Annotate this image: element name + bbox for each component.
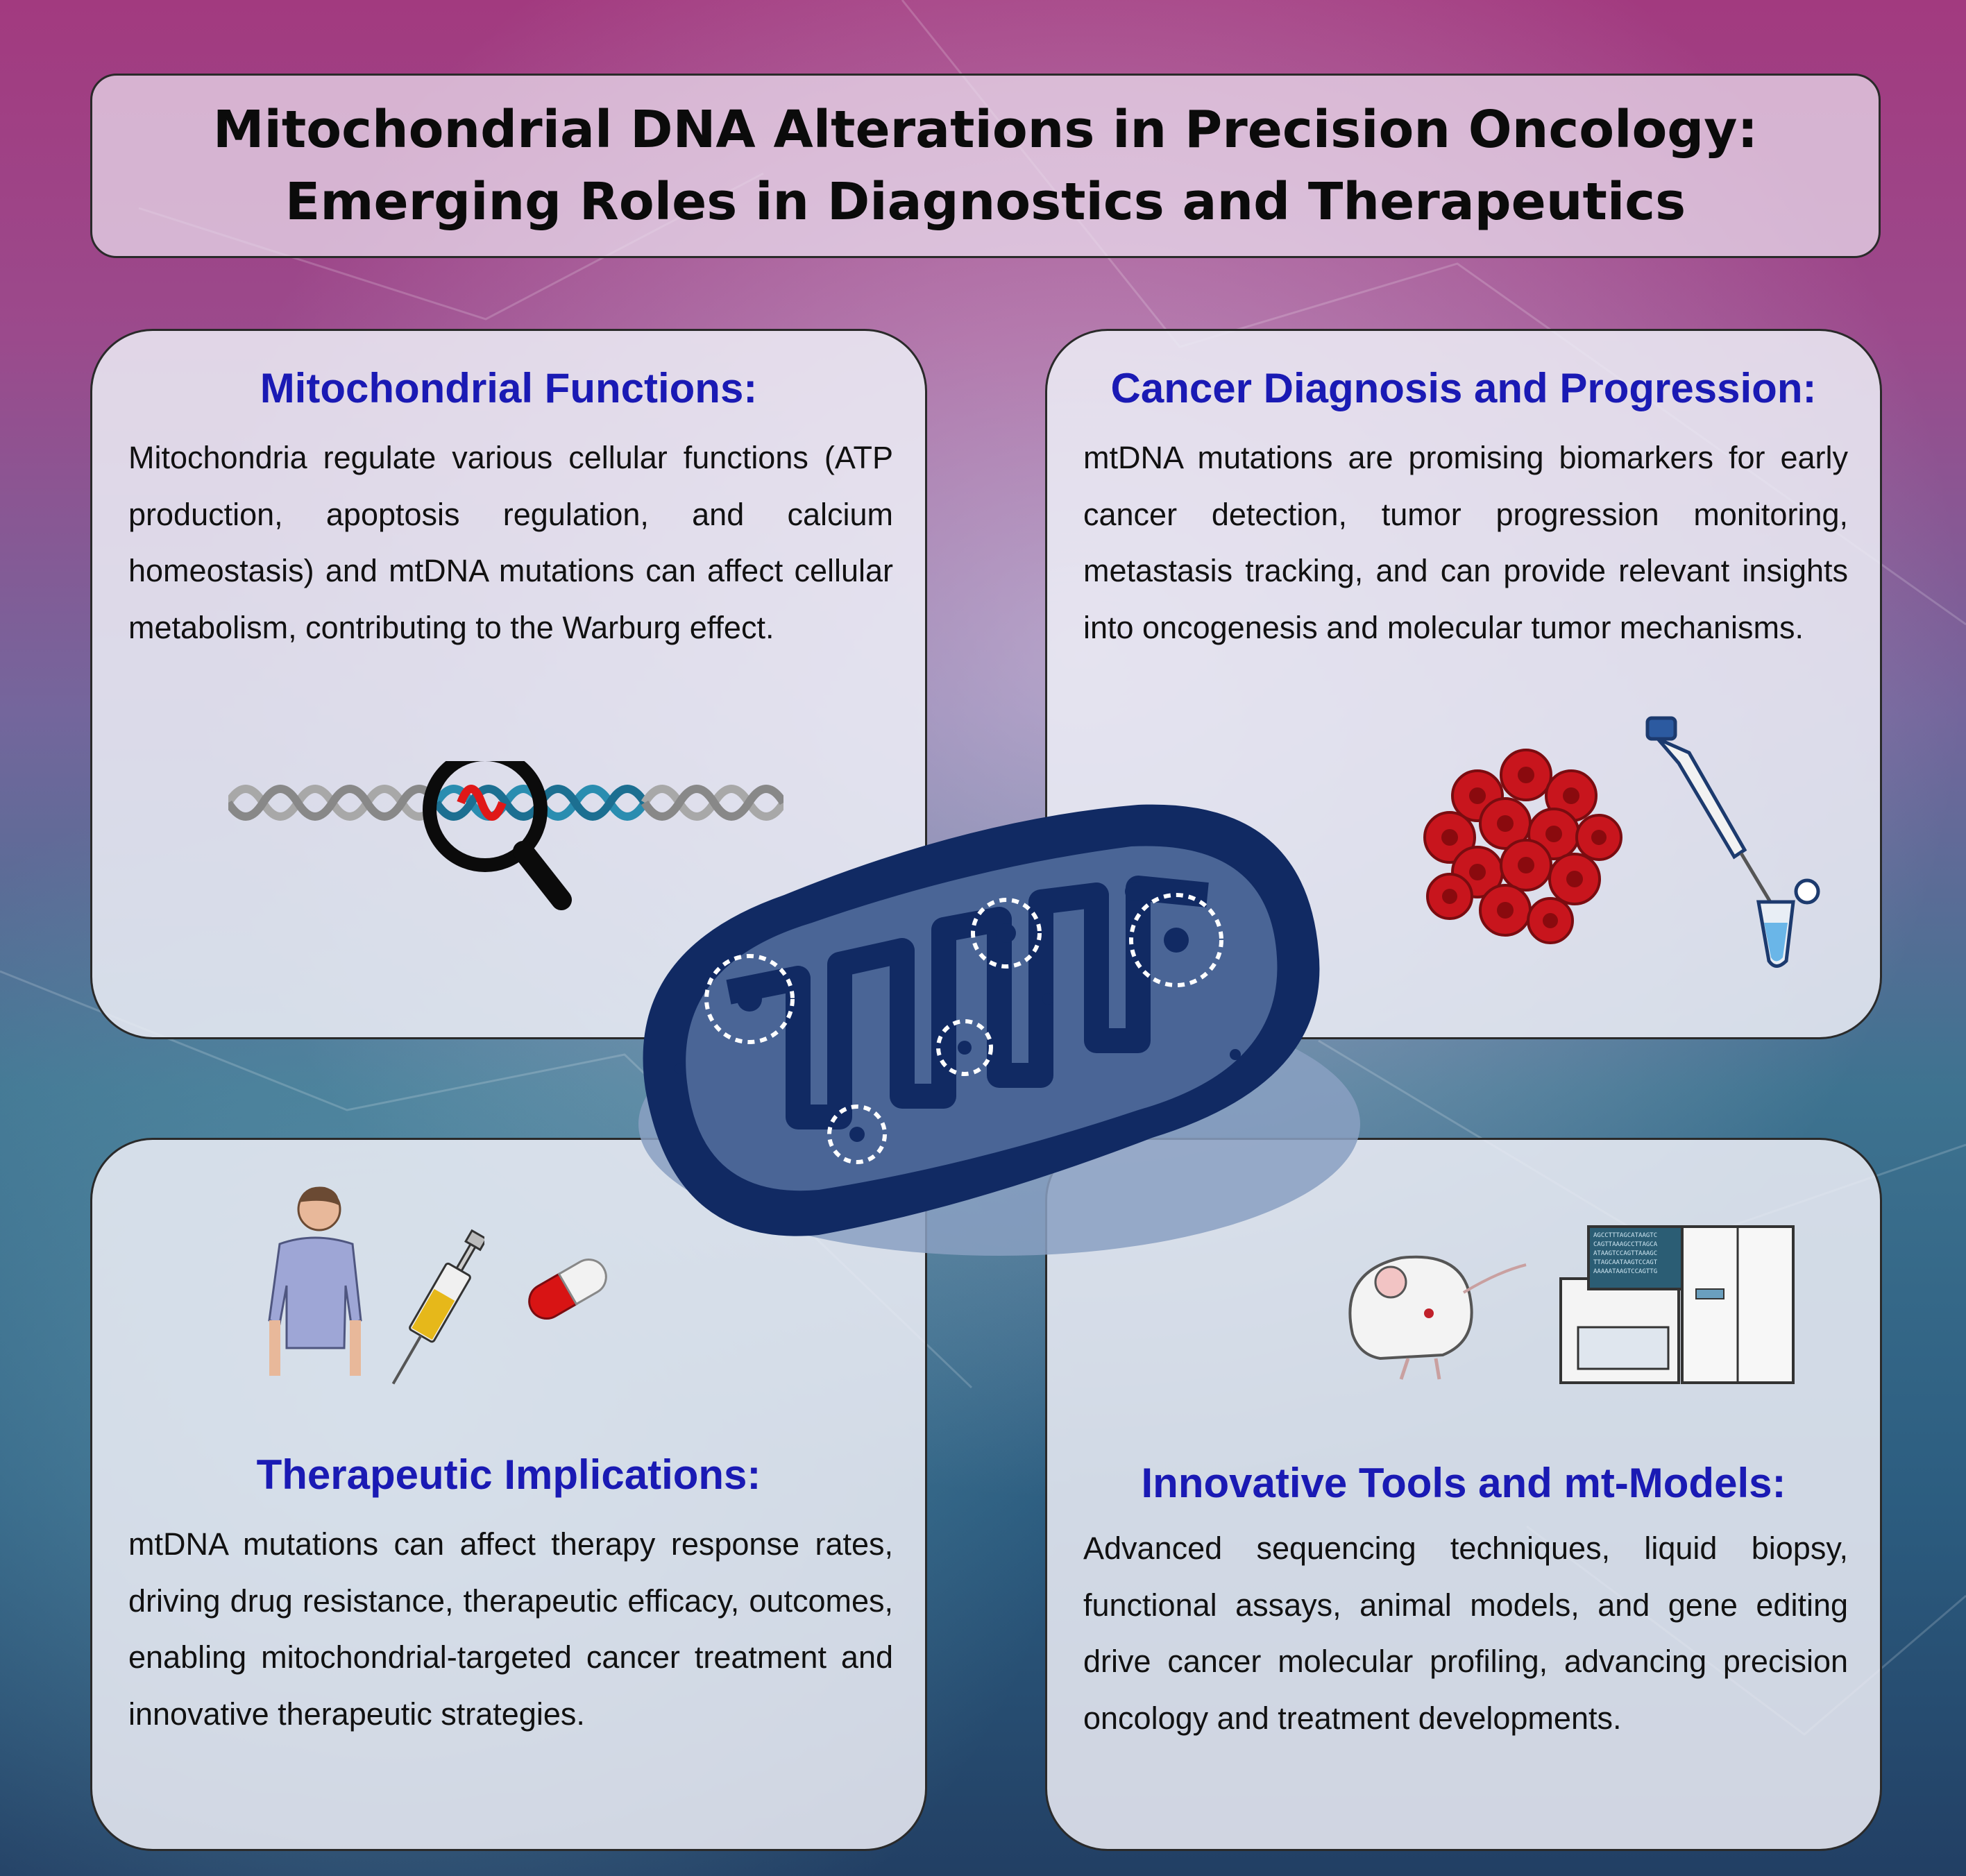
panel-body: Mitochondria regulate various cellular functions (ATP production, apoptosis regulation, and calcium homeostasis) and mtDNA mutations can affect cellular metabolism, contributing to the Warburg effect.	[128, 440, 893, 645]
syringe-icon	[387, 1216, 484, 1404]
pipette-tube-icon	[1641, 711, 1835, 975]
sequence-line: AAAAATAAGTCCAGTTG	[1593, 1268, 1658, 1275]
panel-body: mtDNA mutations can affect therapy response rates, driving drug resistance, therapeutic efficacy, outcomes, enabling mitochondrial-targeted cancer treatment and innovative therapeutic strategies.	[128, 1526, 893, 1732]
title-banner	[90, 74, 1881, 258]
sequence-line: AGCCTTTAGCATAAGTC	[1593, 1232, 1658, 1239]
panel-heading: Mitochondrial Functions:	[260, 365, 758, 411]
patient-icon	[255, 1182, 373, 1431]
sequence-line: TTAGCAATAAGTCCAGT	[1593, 1259, 1658, 1266]
sequencer-icon	[1557, 1223, 1797, 1386]
panel-heading: Therapeutic Implications:	[256, 1451, 761, 1498]
sequence-line: ATAAGTCCAGTTAAAGC	[1593, 1250, 1658, 1257]
capsule-icon	[516, 1251, 620, 1327]
panel-body: mtDNA mutations are promising biomarkers for early cancer detection, tumor progression monitoring, metastasis tracking, and can provide relevant insights into oncogenesis and molecular tumor mechanisms.	[1083, 440, 1848, 645]
mitochondrion-icon	[611, 791, 1374, 1277]
title-line-1: Mitochondrial DNA Alterations in Precision Oncology:	[212, 100, 1759, 160]
panel-heading: Innovative Tools and mt-Models:	[1141, 1460, 1786, 1506]
tumor-cells-icon	[1422, 747, 1623, 948]
panel-body: Advanced sequencing techniques, liquid biopsy, functional assays, animal models, and gene editing drive cancer molecular profiling, advancing precision oncology and treatment developments.	[1083, 1530, 1848, 1736]
sequence-line: CAGTTAAAGCCTTAGCA	[1593, 1241, 1658, 1248]
title-line-2: Emerging Roles in Diagnostics and Therapeutics	[285, 172, 1686, 232]
panel-heading: Cancer Diagnosis and Progression:	[1110, 365, 1817, 411]
